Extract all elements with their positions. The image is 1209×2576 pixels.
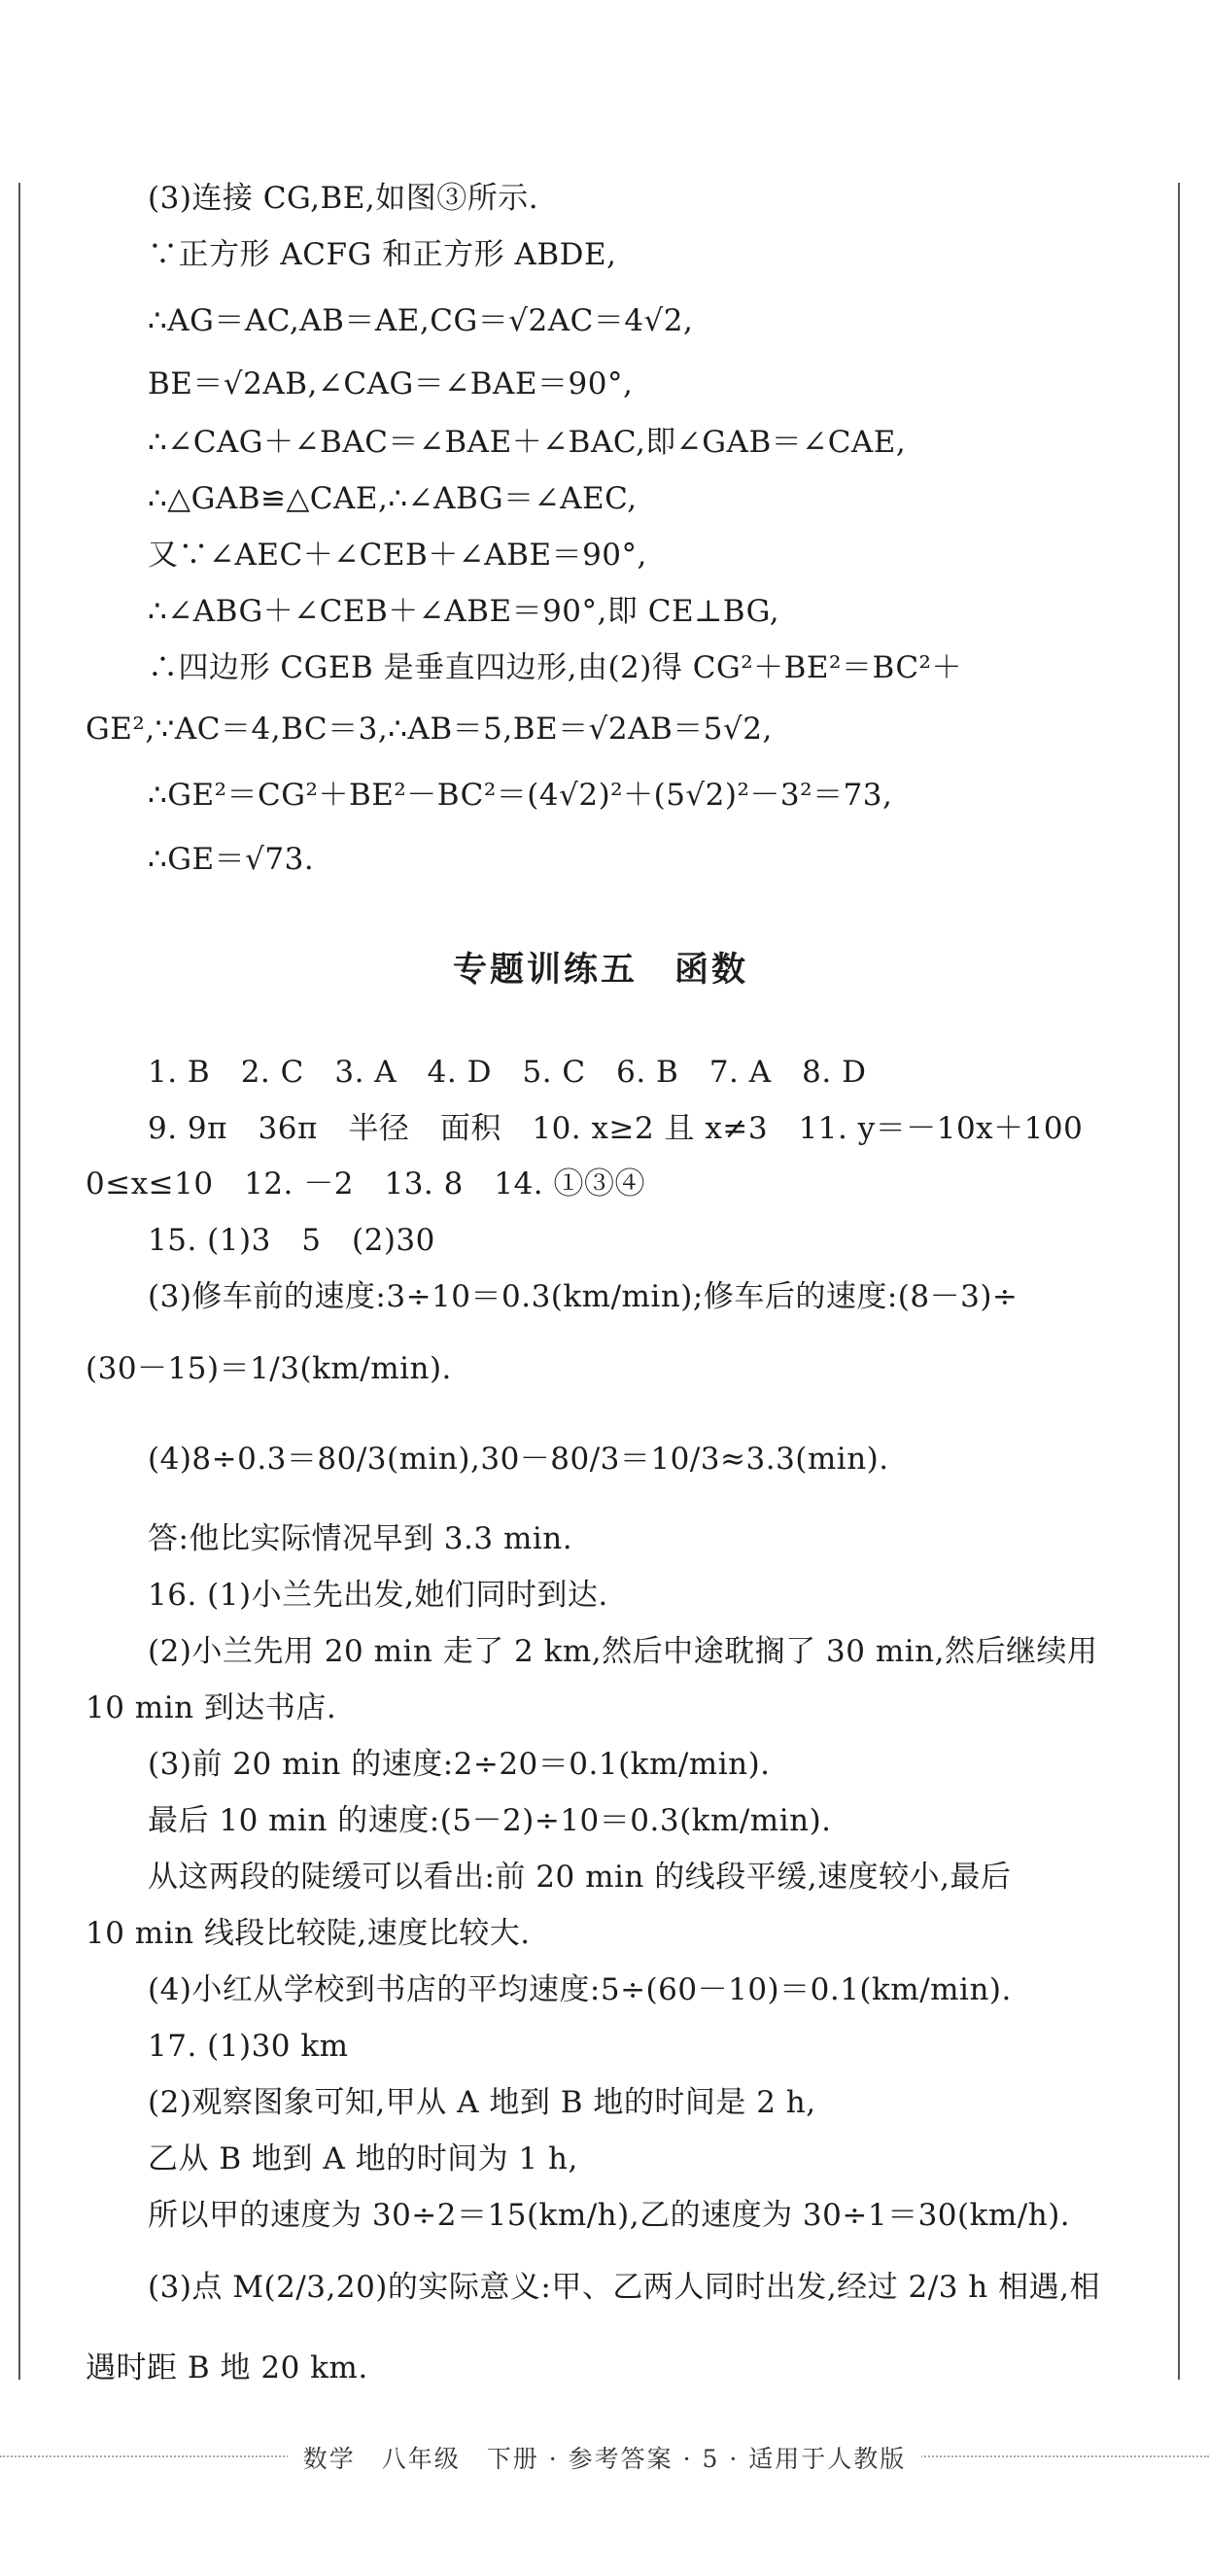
text-line: 15. (1)3 5 (2)30 bbox=[148, 1223, 435, 1258]
text-line: (4)小红从学校到书店的平均速度:5÷(60－10)＝0.1(km/min). bbox=[148, 1972, 1012, 2007]
text-line: 0≤x≤10 12. －2 13. 8 14. ①③④ bbox=[86, 1166, 646, 1201]
text-line: 答:他比实际情况早到 3.3 min. bbox=[148, 1521, 573, 1556]
text-line: BE＝√2AB,∠CAG＝∠BAE＝90°, bbox=[148, 366, 634, 401]
text-line: ∵正方形 ACFG 和正方形 ABDE, bbox=[148, 237, 617, 272]
text-line: 乙从 B 地到 A 地的时间为 1 h, bbox=[148, 2141, 578, 2176]
text-line: 9. 9π 36π 半径 面积 10. x≥2 且 x≠3 11. y＝－10x＋100 bbox=[148, 1111, 1084, 1146]
text-line: (3)点 M(2/3,20)的实际意义:甲、乙两人同时出发,经过 2/3 h 相遇,相 bbox=[148, 2270, 1100, 2305]
text-line: (3)前 20 min 的速度:2÷20＝0.1(km/min). bbox=[148, 1747, 771, 1782]
text-line: 从这两段的陡缓可以看出:前 20 min 的线段平缓,速度较小,最后 bbox=[148, 1860, 1012, 1895]
text-line: 10 min 到达书店. bbox=[86, 1690, 337, 1725]
text-line: ∴∠ABG＋∠CEB＋∠ABE＝90°,即 CE⊥BG, bbox=[148, 594, 780, 629]
text-line: ∴AG＝AC,AB＝AE,CG＝√2AC＝4√2, bbox=[148, 303, 694, 338]
text-line: (2)小兰先用 20 min 走了 2 km,然后中途耽搁了 30 min,然后继续用 bbox=[148, 1634, 1098, 1669]
text-line: (2)观察图象可知,甲从 A 地到 B 地的时间是 2 h, bbox=[148, 2085, 816, 2120]
text-line: 遇时距 B 地 20 km. bbox=[86, 2350, 368, 2385]
text-line: (3)修车前的速度:3÷10＝0.3(km/min);修车后的速度:(8－3)÷ bbox=[148, 1279, 1019, 1314]
right-margin-rule bbox=[1178, 183, 1180, 2380]
text-line: 17. (1)30 km bbox=[148, 2029, 349, 2064]
text-line: (4)8÷0.3＝80/3(min),30－80/3＝10/3≈3.3(min). bbox=[148, 1442, 889, 1477]
text-line: (30－15)＝1/3(km/min). bbox=[86, 1351, 452, 1386]
text-line: 16. (1)小兰先出发,她们同时到达. bbox=[148, 1578, 608, 1613]
text-line: 最后 10 min 的速度:(5－2)÷10＝0.3(km/min). bbox=[148, 1803, 832, 1838]
text-line: (3)连接 CG,BE,如图③所示. bbox=[148, 181, 539, 216]
page-footer bbox=[0, 2440, 1209, 2475]
text-line: 又∵∠AEC＋∠CEB＋∠ABE＝90°, bbox=[148, 538, 647, 573]
section-title: 专题训练五 函数 bbox=[452, 951, 748, 990]
left-margin-rule bbox=[18, 183, 20, 2380]
text-line: 10 min 线段比较陡,速度比较大. bbox=[86, 1916, 531, 1951]
text-line: ∴∠CAG＋∠BAC＝∠BAE＋∠BAC,即∠GAB＝∠CAE, bbox=[148, 425, 907, 460]
text-line: 1. B 2. C 3. A 4. D 5. C 6. B 7. A 8. D bbox=[148, 1055, 867, 1090]
text-line: ∴△GAB≌△CAE,∴∠ABG＝∠AEC, bbox=[148, 481, 638, 516]
footer-text: 数学 八年级 下册 · 参考答案 · 5 · 适用于人教版 bbox=[288, 2445, 921, 2473]
text-line: ∴GE＝√73. bbox=[148, 842, 315, 877]
text-line: ∴四边形 CGEB 是垂直四边形,由(2)得 CG²＋BE²＝BC²＋ bbox=[148, 650, 962, 685]
text-line: 所以甲的速度为 30÷2＝15(km/h),乙的速度为 30÷1＝30(km/h). bbox=[148, 2198, 1071, 2233]
text-line: ∴GE²＝CG²＋BE²－BC²＝(4√2)²＋(5√2)²－3²＝73, bbox=[148, 778, 893, 813]
text-line: GE²,∵AC＝4,BC＝3,∴AB＝5,BE＝√2AB＝5√2, bbox=[86, 712, 773, 747]
